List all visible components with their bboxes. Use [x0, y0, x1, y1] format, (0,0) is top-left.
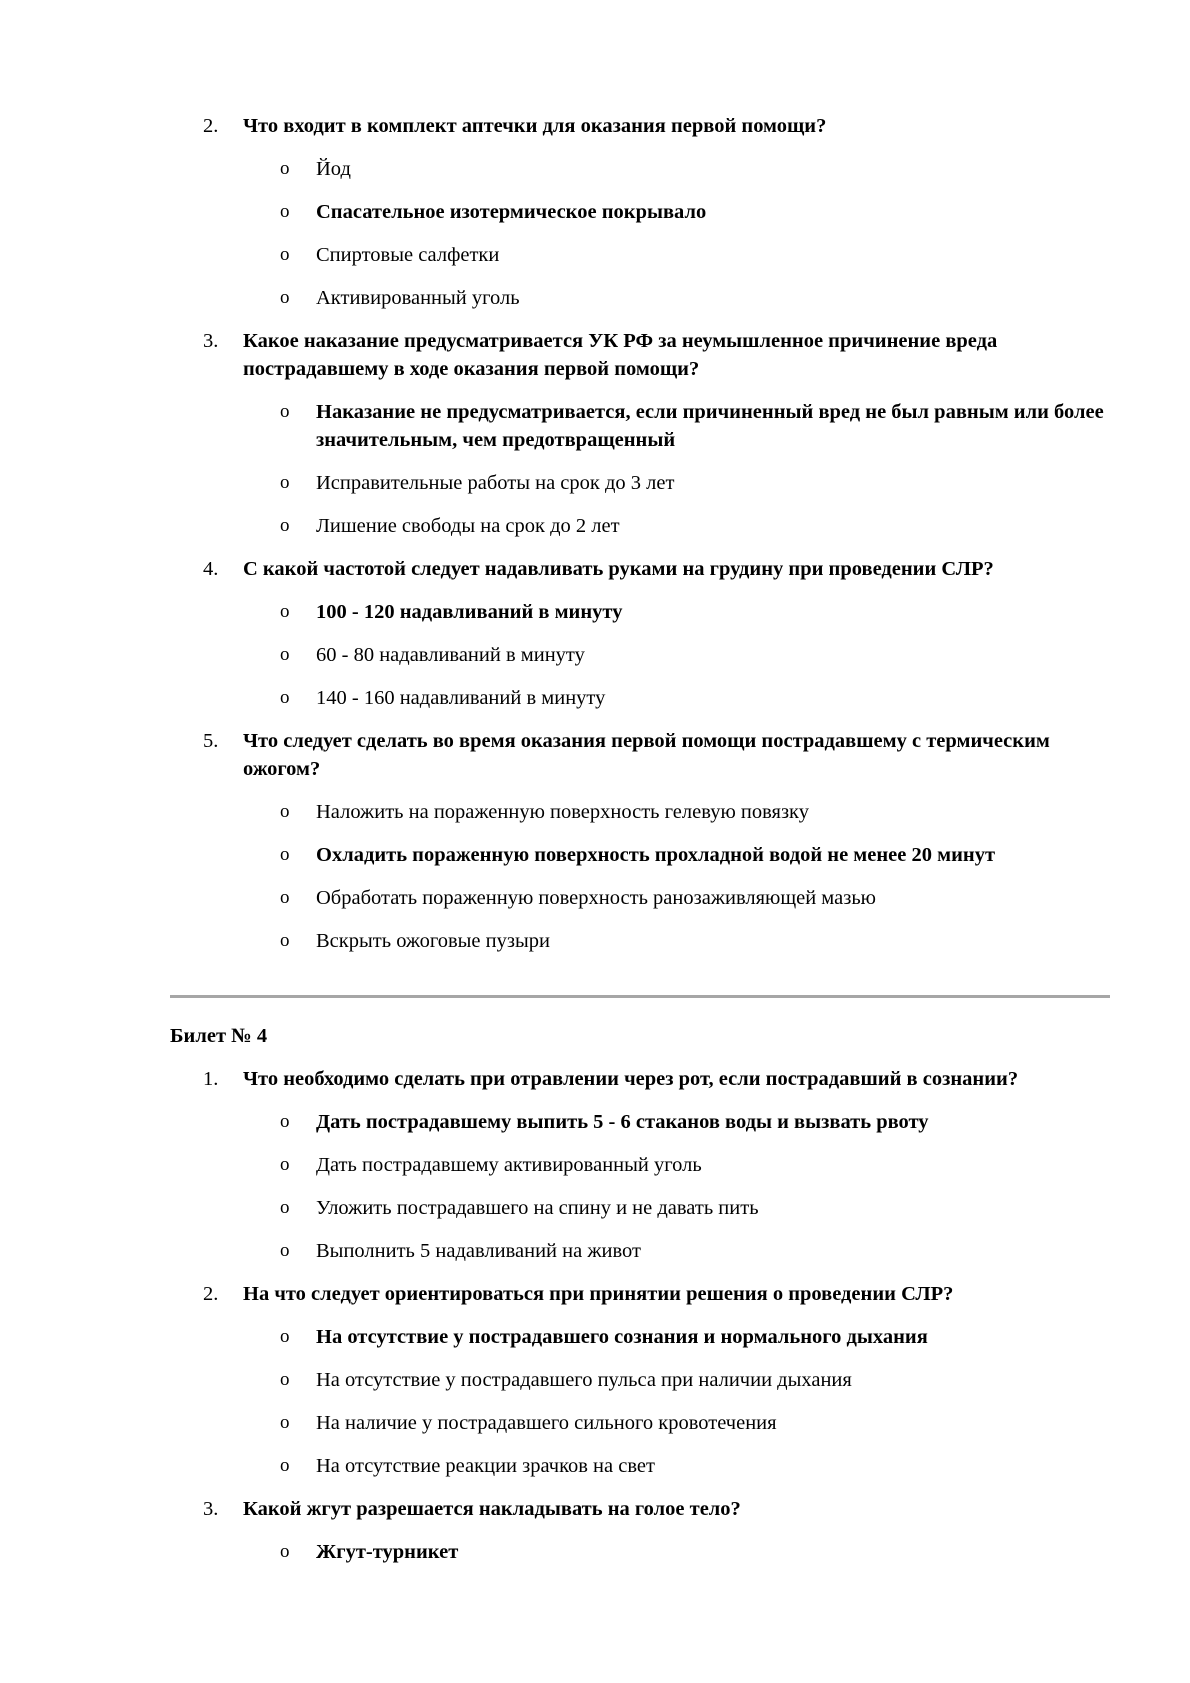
question-text: Какой жгут разрешается накладывать на голое тело?: [243, 1498, 741, 1520]
question-text: На что следует ориентироваться при принятии решения о проведении СЛР?: [243, 1283, 954, 1305]
answer-list: [170, 155, 1110, 312]
answer-option: [170, 284, 1110, 312]
answer-text: 140 - 160 надавливаний в минуту: [316, 687, 606, 709]
ticket-title: Билет № 4: [170, 1025, 268, 1047]
question-text: Что необходимо сделать при отравлении через рот, если пострадавший в сознании?: [243, 1068, 1019, 1090]
bullet-icon: o: [280, 1197, 290, 1218]
answer-option: [170, 927, 1110, 955]
answer-option: [170, 469, 1110, 497]
bullet-icon: o: [280, 801, 290, 822]
answer-option: [170, 684, 1110, 712]
answer-text: Наказание не предусматривается, если причиненный вред не был равным или более значительным, чем предотвращенный: [316, 401, 1104, 451]
answer-text: Охладить пораженную поверхность прохладной водой не менее 20 минут: [316, 844, 996, 866]
bullet-icon: o: [280, 244, 290, 265]
horizontal-rule: [170, 995, 1110, 998]
answer-text: Дать пострадавшему активированный уголь: [316, 1154, 702, 1176]
question-text: Что входит в комплект аптечки для оказания первой помощи?: [243, 115, 827, 137]
bullet-icon: o: [280, 887, 290, 908]
question-number: 2.: [203, 1283, 219, 1305]
bullet-icon: o: [280, 687, 290, 708]
answer-option: [170, 1452, 1110, 1480]
answer-option-correct: [170, 1323, 1110, 1351]
answer-text: На отсутствие у пострадавшего пульса при наличии дыхания: [316, 1369, 852, 1391]
answer-text: Дать пострадавшему выпить 5 - 6 стаканов воды и вызвать рвоту: [316, 1111, 929, 1133]
question: [170, 327, 1110, 383]
question-number: 5.: [203, 730, 219, 752]
bullet-icon: o: [280, 401, 290, 422]
bullet-icon: o: [280, 1326, 290, 1347]
bullet-icon: o: [280, 644, 290, 665]
answer-list: [170, 598, 1110, 712]
answer-text: Спиртовые салфетки: [316, 244, 500, 266]
bullet-icon: o: [280, 601, 290, 622]
answer-text: 100 - 120 надавливаний в минуту: [316, 601, 623, 623]
answer-list: [170, 1323, 1110, 1480]
question: [170, 555, 1110, 583]
question-number: 4.: [203, 558, 219, 580]
question: [170, 1280, 1110, 1308]
question: [170, 112, 1110, 140]
bullet-icon: o: [280, 844, 290, 865]
answer-list: [170, 1538, 1110, 1566]
answer-list: [170, 798, 1110, 955]
answer-list: [170, 398, 1110, 540]
bullet-icon: o: [280, 515, 290, 536]
question-number: 3.: [203, 330, 219, 352]
question-number: 3.: [203, 1498, 219, 1520]
answer-option-correct: [170, 1108, 1110, 1136]
question-number: 1.: [203, 1068, 219, 1090]
question-text: Какое наказание предусматривается УК РФ за неумышленное причинение вреда пострадавшему в ходе оказания первой помощи?: [243, 330, 998, 380]
answer-text: Жгут-турникет: [316, 1541, 459, 1563]
answer-option: [170, 155, 1110, 183]
answer-text: Уложить пострадавшего на спину и не давать пить: [316, 1197, 759, 1219]
question: [170, 727, 1110, 783]
answer-text: На отсутствие реакции зрачков на свет: [316, 1455, 655, 1477]
question: [170, 1065, 1110, 1093]
answer-option: [170, 641, 1110, 669]
answer-text: Спасательное изотермическое покрывало: [316, 201, 707, 223]
bullet-icon: o: [280, 158, 290, 179]
answer-option-correct: [170, 398, 1110, 454]
bullet-icon: o: [280, 201, 290, 222]
answer-option: [170, 1366, 1110, 1394]
bullet-icon: o: [280, 1111, 290, 1132]
answer-option: [170, 798, 1110, 826]
answer-text: Лишение свободы на срок до 2 лет: [316, 515, 620, 537]
answer-text: Исправительные работы на срок до 3 лет: [316, 472, 675, 494]
answer-text: Выполнить 5 надавливаний на живот: [316, 1240, 641, 1262]
answer-option: [170, 1237, 1110, 1265]
question-list-ticket-4: [170, 1065, 1110, 1581]
answer-text: Активированный уголь: [316, 287, 520, 309]
bullet-icon: o: [280, 1240, 290, 1261]
answer-text: Вскрыть ожоговые пузыри: [316, 930, 550, 952]
answer-text: 60 - 80 надавливаний в минуту: [316, 644, 585, 666]
answer-text: На отсутствие у пострадавшего сознания и нормального дыхания: [316, 1326, 928, 1348]
bullet-icon: o: [280, 1154, 290, 1175]
answer-option: [170, 1151, 1110, 1179]
bullet-icon: o: [280, 472, 290, 493]
answer-option: [170, 241, 1110, 269]
answer-text: Йод: [316, 158, 351, 180]
answer-option: [170, 512, 1110, 540]
answer-option-correct: [170, 598, 1110, 626]
question: [170, 1495, 1110, 1523]
answer-text: Наложить на пораженную поверхность гелевую повязку: [316, 801, 809, 823]
question-list-previous-ticket: [170, 112, 1110, 970]
bullet-icon: o: [280, 1541, 290, 1562]
bullet-icon: o: [280, 1455, 290, 1476]
bullet-icon: o: [280, 930, 290, 951]
answer-option: [170, 1409, 1110, 1437]
question-text: С какой частотой следует надавливать руками на грудину при проведении СЛР?: [243, 558, 994, 580]
answer-option: [170, 1194, 1110, 1222]
answer-option-correct: [170, 841, 1110, 869]
bullet-icon: o: [280, 287, 290, 308]
answer-list: [170, 1108, 1110, 1265]
answer-text: На наличие у пострадавшего сильного кровотечения: [316, 1412, 777, 1434]
answer-option-correct: [170, 1538, 1110, 1566]
bullet-icon: o: [280, 1369, 290, 1390]
answer-option-correct: [170, 198, 1110, 226]
bullet-icon: o: [280, 1412, 290, 1433]
answer-text: Обработать пораженную поверхность ранозаживляющей мазью: [316, 887, 876, 909]
question-text: Что следует сделать во время оказания первой помощи пострадавшему с термическим ожогом?: [243, 730, 1050, 780]
answer-option: [170, 884, 1110, 912]
question-number: 2.: [203, 115, 219, 137]
